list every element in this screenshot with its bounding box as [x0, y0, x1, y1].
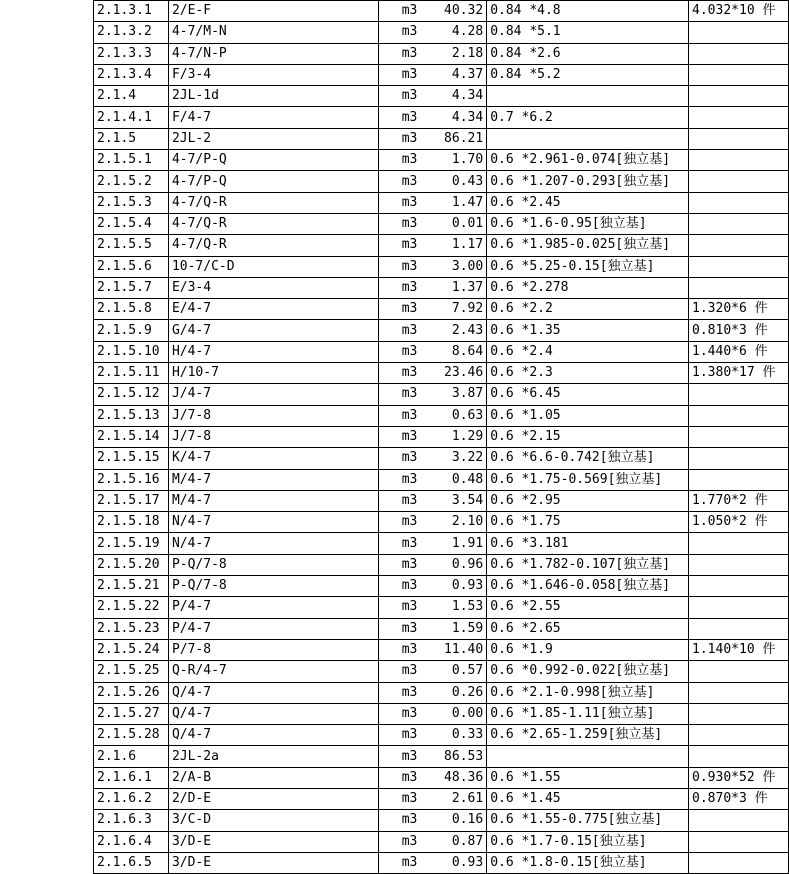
quantity-cell: 2.18 — [420, 43, 486, 64]
item-name-cell: H/10-7 — [168, 363, 378, 384]
formula-cell: 0.6 *1.75 — [487, 512, 689, 533]
item-code-cell: 2.1.5.8 — [94, 299, 169, 320]
item-name-cell: J/4-7 — [168, 384, 378, 405]
table-row — [94, 405, 789, 426]
note-cell: 4.032*10 件 — [689, 1, 789, 22]
unit-cell: m3 — [378, 831, 420, 852]
quantity-cell: 0.16 — [420, 810, 486, 831]
formula-cell: 0.6 *1.9 — [487, 639, 689, 660]
item-code-cell: 2.1.5.28 — [94, 725, 169, 746]
item-name-cell: Q-R/4-7 — [168, 661, 378, 682]
table-row — [94, 810, 789, 831]
item-code-cell: 2.1.5.21 — [94, 576, 169, 597]
note-cell — [689, 192, 789, 213]
table-row — [94, 448, 789, 469]
quantity-cell: 40.32 — [420, 1, 486, 22]
table-row — [94, 22, 789, 43]
table-row — [94, 469, 789, 490]
table-row — [94, 320, 789, 341]
formula-cell: 0.6 *1.55-0.775[独立基] — [487, 810, 689, 831]
item-name-cell: 4-7/Q-R — [168, 192, 378, 213]
table-row — [94, 767, 789, 788]
note-cell — [689, 597, 789, 618]
item-code-cell: 2.1.5.13 — [94, 405, 169, 426]
item-code-cell: 2.1.5.19 — [94, 533, 169, 554]
quantity-cell: 1.37 — [420, 277, 486, 298]
item-name-cell: 4-7/P-Q — [168, 171, 378, 192]
table-row — [94, 171, 789, 192]
formula-cell: 0.6 *1.85-1.11[独立基] — [487, 703, 689, 724]
unit-cell: m3 — [378, 618, 420, 639]
item-name-cell: 3/D-E — [168, 831, 378, 852]
formula-cell: 0.6 *6.45 — [487, 384, 689, 405]
item-name-cell: F/3-4 — [168, 64, 378, 85]
item-name-cell: Q/4-7 — [168, 725, 378, 746]
formula-cell: 0.6 *2.65 — [487, 618, 689, 639]
item-code-cell: 2.1.5.15 — [94, 448, 169, 469]
quantity-cell: 0.01 — [420, 213, 486, 234]
table-row — [94, 533, 789, 554]
formula-cell: 0.6 *2.65-1.259[独立基] — [487, 725, 689, 746]
item-name-cell: N/4-7 — [168, 533, 378, 554]
formula-cell: 0.6 *1.8-0.15[独立基] — [487, 852, 689, 873]
table-row — [94, 554, 789, 575]
item-name-cell: 10-7/C-D — [168, 256, 378, 277]
item-code-cell: 2.1.6.5 — [94, 852, 169, 873]
item-code-cell: 2.1.5.17 — [94, 490, 169, 511]
formula-cell: 0.6 *5.25-0.15[独立基] — [487, 256, 689, 277]
quantity-cell: 4.34 — [420, 107, 486, 128]
note-cell: 1.050*2 件 — [689, 512, 789, 533]
item-code-cell: 2.1.5.3 — [94, 192, 169, 213]
note-cell — [689, 618, 789, 639]
formula-cell: 0.84 *2.6 — [487, 43, 689, 64]
table-row — [94, 235, 789, 256]
quantity-cell: 0.33 — [420, 725, 486, 746]
item-name-cell: 4-7/P-Q — [168, 150, 378, 171]
formula-cell: 0.6 *2.961-0.074[独立基] — [487, 150, 689, 171]
note-cell — [689, 171, 789, 192]
table-row — [94, 128, 789, 149]
unit-cell: m3 — [378, 1, 420, 22]
note-cell — [689, 405, 789, 426]
quantity-cell: 0.43 — [420, 171, 486, 192]
note-cell — [689, 384, 789, 405]
item-name-cell: 4-7/N-P — [168, 43, 378, 64]
table-row — [94, 341, 789, 362]
item-code-cell: 2.1.3.3 — [94, 43, 169, 64]
formula-cell: 0.6 *1.646-0.058[独立基] — [487, 576, 689, 597]
quantity-cell: 1.29 — [420, 426, 486, 447]
note-cell — [689, 213, 789, 234]
formula-cell: 0.6 *6.6-0.742[独立基] — [487, 448, 689, 469]
item-name-cell: H/4-7 — [168, 341, 378, 362]
unit-cell: m3 — [378, 746, 420, 767]
item-code-cell: 2.1.5.24 — [94, 639, 169, 660]
quantity-cell: 1.17 — [420, 235, 486, 256]
formula-cell: 0.6 *1.35 — [487, 320, 689, 341]
unit-cell: m3 — [378, 235, 420, 256]
quantity-cell: 48.36 — [420, 767, 486, 788]
item-name-cell: P/7-8 — [168, 639, 378, 660]
quantity-cell: 7.92 — [420, 299, 486, 320]
unit-cell: m3 — [378, 43, 420, 64]
table-row — [94, 831, 789, 852]
item-code-cell: 2.1.6.3 — [94, 810, 169, 831]
quantity-cell: 23.46 — [420, 363, 486, 384]
table-row — [94, 703, 789, 724]
unit-cell: m3 — [378, 64, 420, 85]
item-code-cell: 2.1.5.25 — [94, 661, 169, 682]
quantity-cell: 4.34 — [420, 86, 486, 107]
formula-cell: 0.6 *1.75-0.569[独立基] — [487, 469, 689, 490]
quantity-cell: 0.26 — [420, 682, 486, 703]
item-name-cell: E/4-7 — [168, 299, 378, 320]
unit-cell: m3 — [378, 363, 420, 384]
quantity-cell: 0.63 — [420, 405, 486, 426]
item-name-cell: E/3-4 — [168, 277, 378, 298]
unit-cell: m3 — [378, 128, 420, 149]
table-row — [94, 618, 789, 639]
formula-cell — [487, 86, 689, 107]
item-name-cell: P/4-7 — [168, 597, 378, 618]
formula-cell: 0.84 *5.2 — [487, 64, 689, 85]
item-name-cell: Q/4-7 — [168, 703, 378, 724]
item-name-cell: P-Q/7-8 — [168, 576, 378, 597]
quantity-cell: 1.53 — [420, 597, 486, 618]
item-name-cell: G/4-7 — [168, 320, 378, 341]
item-name-cell: 3/C-D — [168, 810, 378, 831]
note-cell: 1.320*6 件 — [689, 299, 789, 320]
quantity-cell: 1.91 — [420, 533, 486, 554]
formula-cell: 0.6 *1.985-0.025[独立基] — [487, 235, 689, 256]
item-name-cell: 2JL-1d — [168, 86, 378, 107]
table-row — [94, 661, 789, 682]
formula-cell: 0.6 *2.45 — [487, 192, 689, 213]
item-code-cell: 2.1.4.1 — [94, 107, 169, 128]
formula-cell: 0.6 *0.992-0.022[独立基] — [487, 661, 689, 682]
unit-cell: m3 — [378, 277, 420, 298]
table-row — [94, 852, 789, 873]
item-name-cell: J/7-8 — [168, 405, 378, 426]
item-code-cell: 2.1.5.9 — [94, 320, 169, 341]
note-cell — [689, 235, 789, 256]
note-cell — [689, 661, 789, 682]
item-code-cell: 2.1.6.1 — [94, 767, 169, 788]
item-code-cell: 2.1.5.5 — [94, 235, 169, 256]
formula-cell: 0.6 *2.278 — [487, 277, 689, 298]
quantity-cell: 3.87 — [420, 384, 486, 405]
item-code-cell: 2.1.4 — [94, 86, 169, 107]
table-row — [94, 725, 789, 746]
quantity-cell: 0.00 — [420, 703, 486, 724]
formula-cell: 0.6 *1.782-0.107[独立基] — [487, 554, 689, 575]
formula-cell: 0.6 *2.15 — [487, 426, 689, 447]
note-cell — [689, 64, 789, 85]
quantity-cell: 8.64 — [420, 341, 486, 362]
unit-cell: m3 — [378, 788, 420, 809]
unit-cell: m3 — [378, 852, 420, 873]
quantity-cell: 0.87 — [420, 831, 486, 852]
note-cell — [689, 86, 789, 107]
quantity-cell: 2.61 — [420, 788, 486, 809]
note-cell — [689, 448, 789, 469]
quantity-cell: 0.93 — [420, 852, 486, 873]
item-code-cell: 2.1.5.16 — [94, 469, 169, 490]
formula-cell: 0.6 *2.3 — [487, 363, 689, 384]
unit-cell: m3 — [378, 533, 420, 554]
unit-cell: m3 — [378, 405, 420, 426]
note-cell — [689, 725, 789, 746]
item-code-cell: 2.1.5.6 — [94, 256, 169, 277]
table-row — [94, 426, 789, 447]
item-code-cell: 2.1.5.11 — [94, 363, 169, 384]
note-cell: 1.380*17 件 — [689, 363, 789, 384]
quantity-cell: 3.22 — [420, 448, 486, 469]
item-code-cell: 2.1.5.4 — [94, 213, 169, 234]
unit-cell: m3 — [378, 22, 420, 43]
table-row — [94, 277, 789, 298]
table-row — [94, 746, 789, 767]
item-code-cell: 2.1.6 — [94, 746, 169, 767]
note-cell: 0.930*52 件 — [689, 767, 789, 788]
formula-cell: 0.6 *2.95 — [487, 490, 689, 511]
item-name-cell: 2/E-F — [168, 1, 378, 22]
formula-cell: 0.6 *2.2 — [487, 299, 689, 320]
note-cell — [689, 150, 789, 171]
table-row — [94, 490, 789, 511]
formula-cell — [487, 128, 689, 149]
quantity-cell: 4.37 — [420, 64, 486, 85]
unit-cell: m3 — [378, 171, 420, 192]
unit-cell: m3 — [378, 426, 420, 447]
table-row — [94, 1, 789, 22]
formula-cell: 0.6 *3.181 — [487, 533, 689, 554]
unit-cell: m3 — [378, 703, 420, 724]
quantity-cell: 11.40 — [420, 639, 486, 660]
quantity-cell: 2.10 — [420, 512, 486, 533]
note-cell — [689, 682, 789, 703]
item-name-cell: 4-7/Q-R — [168, 235, 378, 256]
unit-cell: m3 — [378, 256, 420, 277]
formula-cell: 0.6 *1.55 — [487, 767, 689, 788]
item-name-cell: M/4-7 — [168, 469, 378, 490]
item-name-cell: F/4-7 — [168, 107, 378, 128]
item-name-cell: Q/4-7 — [168, 682, 378, 703]
item-name-cell: 2JL-2 — [168, 128, 378, 149]
item-name-cell: 4-7/M-N — [168, 22, 378, 43]
unit-cell: m3 — [378, 682, 420, 703]
quantity-table-body — [94, 1, 789, 874]
formula-cell — [487, 746, 689, 767]
note-cell — [689, 256, 789, 277]
table-row — [94, 384, 789, 405]
note-cell — [689, 554, 789, 575]
table-row — [94, 43, 789, 64]
item-name-cell: 4-7/Q-R — [168, 213, 378, 234]
item-code-cell: 2.1.5.12 — [94, 384, 169, 405]
item-name-cell: N/4-7 — [168, 512, 378, 533]
unit-cell: m3 — [378, 512, 420, 533]
note-cell — [689, 277, 789, 298]
unit-cell: m3 — [378, 490, 420, 511]
table-row — [94, 512, 789, 533]
note-cell — [689, 43, 789, 64]
quantity-cell: 1.59 — [420, 618, 486, 639]
item-code-cell: 2.1.5 — [94, 128, 169, 149]
quantity-cell: 3.54 — [420, 490, 486, 511]
item-code-cell: 2.1.5.7 — [94, 277, 169, 298]
unit-cell: m3 — [378, 767, 420, 788]
note-cell: 0.870*3 件 — [689, 788, 789, 809]
note-cell — [689, 22, 789, 43]
note-cell — [689, 831, 789, 852]
note-cell — [689, 128, 789, 149]
formula-cell: 0.6 *1.45 — [487, 788, 689, 809]
table-row — [94, 363, 789, 384]
quantity-cell: 2.43 — [420, 320, 486, 341]
unit-cell: m3 — [378, 810, 420, 831]
item-name-cell: P-Q/7-8 — [168, 554, 378, 575]
note-cell — [689, 533, 789, 554]
table-row — [94, 639, 789, 660]
unit-cell: m3 — [378, 341, 420, 362]
table-row — [94, 107, 789, 128]
unit-cell: m3 — [378, 107, 420, 128]
item-name-cell: 2JL-2a — [168, 746, 378, 767]
item-code-cell: 2.1.5.10 — [94, 341, 169, 362]
item-code-cell: 2.1.3.1 — [94, 1, 169, 22]
formula-cell: 0.6 *1.7-0.15[独立基] — [487, 831, 689, 852]
formula-cell: 0.6 *2.4 — [487, 341, 689, 362]
note-cell — [689, 703, 789, 724]
unit-cell: m3 — [378, 299, 420, 320]
quantity-cell: 0.57 — [420, 661, 486, 682]
note-cell: 1.140*10 件 — [689, 639, 789, 660]
table-row — [94, 256, 789, 277]
item-name-cell: K/4-7 — [168, 448, 378, 469]
item-code-cell: 2.1.6.2 — [94, 788, 169, 809]
item-code-cell: 2.1.5.18 — [94, 512, 169, 533]
unit-cell: m3 — [378, 725, 420, 746]
formula-cell: 0.7 *6.2 — [487, 107, 689, 128]
note-cell — [689, 852, 789, 873]
table-row — [94, 150, 789, 171]
item-name-cell: 2/D-E — [168, 788, 378, 809]
unit-cell: m3 — [378, 384, 420, 405]
unit-cell: m3 — [378, 150, 420, 171]
item-name-cell: J/7-8 — [168, 426, 378, 447]
item-name-cell: 2/A-B — [168, 767, 378, 788]
formula-cell: 0.6 *2.55 — [487, 597, 689, 618]
unit-cell: m3 — [378, 192, 420, 213]
quantity-cell: 86.21 — [420, 128, 486, 149]
table-row — [94, 213, 789, 234]
item-code-cell: 2.1.3.4 — [94, 64, 169, 85]
quantity-cell: 0.96 — [420, 554, 486, 575]
table-row — [94, 86, 789, 107]
note-cell — [689, 810, 789, 831]
unit-cell: m3 — [378, 597, 420, 618]
formula-cell: 0.6 *1.6-0.95[独立基] — [487, 213, 689, 234]
item-name-cell: P/4-7 — [168, 618, 378, 639]
table-row — [94, 64, 789, 85]
quantity-table — [93, 0, 789, 874]
note-cell — [689, 426, 789, 447]
quantity-cell: 86.53 — [420, 746, 486, 767]
item-code-cell: 2.1.5.2 — [94, 171, 169, 192]
formula-cell: 0.6 *2.1-0.998[独立基] — [487, 682, 689, 703]
item-code-cell: 2.1.6.4 — [94, 831, 169, 852]
unit-cell: m3 — [378, 661, 420, 682]
table-row — [94, 597, 789, 618]
item-code-cell: 2.1.3.2 — [94, 22, 169, 43]
item-code-cell: 2.1.5.26 — [94, 682, 169, 703]
quantity-cell: 1.47 — [420, 192, 486, 213]
note-cell — [689, 746, 789, 767]
formula-cell: 0.84 *4.8 — [487, 1, 689, 22]
unit-cell: m3 — [378, 448, 420, 469]
item-code-cell: 2.1.5.22 — [94, 597, 169, 618]
formula-cell: 0.84 *5.1 — [487, 22, 689, 43]
item-code-cell: 2.1.5.14 — [94, 426, 169, 447]
unit-cell: m3 — [378, 554, 420, 575]
item-name-cell: M/4-7 — [168, 490, 378, 511]
quantity-cell: 4.28 — [420, 22, 486, 43]
unit-cell: m3 — [378, 213, 420, 234]
unit-cell: m3 — [378, 320, 420, 341]
table-row — [94, 788, 789, 809]
formula-cell: 0.6 *1.207-0.293[独立基] — [487, 171, 689, 192]
note-cell — [689, 469, 789, 490]
quantity-cell: 1.70 — [420, 150, 486, 171]
table-row — [94, 299, 789, 320]
note-cell — [689, 576, 789, 597]
note-cell: 0.810*3 件 — [689, 320, 789, 341]
unit-cell: m3 — [378, 469, 420, 490]
table-row — [94, 576, 789, 597]
quantity-cell: 3.00 — [420, 256, 486, 277]
note-cell: 1.770*2 件 — [689, 490, 789, 511]
quantity-cell: 0.93 — [420, 576, 486, 597]
quantity-cell: 0.48 — [420, 469, 486, 490]
unit-cell: m3 — [378, 86, 420, 107]
note-cell — [689, 107, 789, 128]
item-code-cell: 2.1.5.23 — [94, 618, 169, 639]
table-row — [94, 192, 789, 213]
unit-cell: m3 — [378, 639, 420, 660]
table-row — [94, 682, 789, 703]
formula-cell: 0.6 *1.05 — [487, 405, 689, 426]
unit-cell: m3 — [378, 576, 420, 597]
item-code-cell: 2.1.5.20 — [94, 554, 169, 575]
item-name-cell: 3/D-E — [168, 852, 378, 873]
item-code-cell: 2.1.5.1 — [94, 150, 169, 171]
item-code-cell: 2.1.5.27 — [94, 703, 169, 724]
note-cell: 1.440*6 件 — [689, 341, 789, 362]
